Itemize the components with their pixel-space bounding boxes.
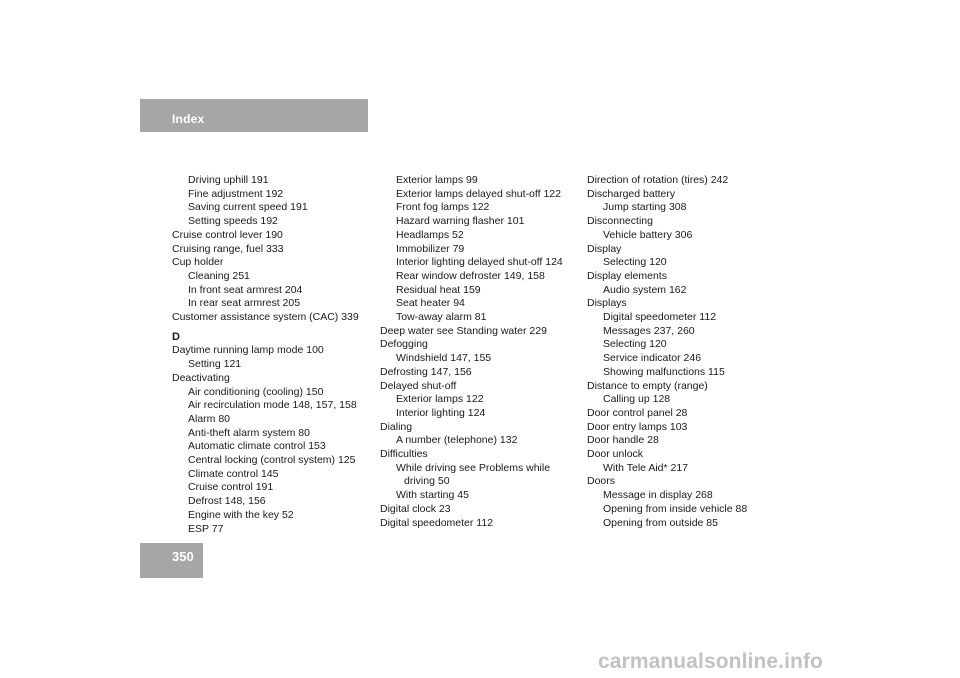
index-entry: Cruise control 191 (188, 481, 274, 494)
index-entry: Deactivating (172, 371, 230, 384)
index-entry: Cleaning 251 (188, 269, 250, 282)
index-entry: Door unlock (587, 448, 644, 461)
index-entry: Selecting 120 (603, 256, 667, 269)
index-entry: Windshield 147, 155 (396, 352, 492, 365)
index-entry: Driving uphill 191 (188, 174, 269, 186)
index-entry: Digital speedometer 112 (603, 311, 717, 324)
index-entry: Rear window defroster 149, 158 (396, 269, 545, 282)
index-entry: driving 50 (404, 475, 450, 488)
index-entry: Automatic climate control 153 (188, 440, 326, 453)
index-entry: Headlamps 52 (396, 228, 464, 241)
index-entry: Defrosting 147, 156 (380, 365, 472, 378)
index-entry: Setting speeds 192 (188, 215, 278, 228)
index-entry: Daytime running lamp mode 100 (172, 344, 324, 357)
index-entry: Tow-away alarm 81 (396, 311, 487, 324)
index-entry: Displays (587, 297, 627, 310)
index-entry: A number (telephone) 132 (396, 434, 518, 447)
index-entry: Dialing (380, 420, 413, 433)
page-number: 350 (172, 549, 194, 564)
index-entry: Opening from outside 85 (603, 516, 718, 529)
index-entry: Digital clock 23 (380, 502, 451, 515)
index-entry: Display elements (587, 269, 667, 282)
page-number-box (140, 543, 203, 578)
index-entry: Immobilizer 79 (396, 242, 465, 255)
index-entry: Service indicator 246 (603, 352, 702, 365)
index-entry: Climate control 145 (188, 467, 279, 480)
index-entry: Selecting 120 (603, 338, 667, 351)
index-entry: Interior lighting delayed shut-off 124 (396, 256, 563, 269)
index-entry: Cruise control lever 190 (172, 228, 283, 241)
index-entry: Setting 121 (188, 358, 242, 371)
index-entry: Residual heat 159 (396, 283, 481, 296)
index-entry: Alarm 80 (188, 412, 231, 425)
index-entry: Hazard warning flasher 101 (396, 215, 525, 228)
index-entry: Cup holder (172, 256, 224, 269)
index-entry: Exterior lamps 122 (396, 393, 484, 406)
index-entry: In rear seat armrest 205 (188, 297, 301, 310)
index-entry: Display (587, 242, 622, 255)
index-column-3 (587, 174, 747, 530)
index-entry: Delayed shut-off (380, 379, 457, 392)
index-entry: Door control panel 28 (587, 406, 688, 419)
index-entry: Anti-theft alarm system 80 (188, 426, 310, 439)
index-entry: Discharged battery (587, 187, 676, 200)
index-entry: Seat heater 94 (396, 297, 465, 310)
index-entry: Front fog lamps 122 (396, 201, 490, 214)
index-column-2 (380, 174, 563, 530)
index-entry: Direction of rotation (tires) 242 (587, 174, 729, 186)
index-entry: While driving see Problems while (396, 461, 551, 474)
index-entry: With Tele Aid* 217 (603, 461, 689, 474)
page-title: Index (172, 112, 205, 126)
index-entry: Defogging (380, 338, 428, 351)
index-entry: Customer assistance system (CAC) 339 (172, 311, 359, 324)
index-entry: Air recirculation mode 148, 157, 158 (188, 399, 357, 412)
index-entry: Fine adjustment 192 (188, 187, 284, 200)
index-column-1 (172, 174, 359, 536)
index-entry: Door handle 28 (587, 434, 659, 447)
index-section-letter: D (172, 330, 180, 343)
index-entry: In front seat armrest 204 (188, 283, 303, 296)
index-entry: With starting 45 (396, 489, 469, 502)
index-entry: Distance to empty (range) (587, 379, 708, 392)
index-entry: Calling up 128 (603, 393, 671, 406)
index-entry: Showing malfunctions 115 (603, 365, 725, 378)
index-entry: Digital speedometer 112 (380, 516, 494, 529)
index-entry: Cruising range, fuel 333 (172, 242, 284, 255)
index-entry: Exterior lamps 99 (396, 174, 478, 186)
index-entry: Audio system 162 (603, 283, 687, 296)
index-entry: Difficulties (380, 448, 428, 461)
index-entry: Defrost 148, 156 (188, 495, 266, 508)
index-entry: Messages 237, 260 (603, 324, 695, 337)
index-entry: Vehicle battery 306 (603, 228, 693, 241)
index-entry: Interior lighting 124 (396, 406, 486, 419)
index-entry: Message in display 268 (603, 489, 713, 502)
index-entry: Exterior lamps delayed shut-off 122 (396, 187, 561, 200)
index-entry: Central locking (control system) 125 (188, 454, 356, 467)
index-entry: Doors (587, 475, 616, 488)
index-entry: ESP 77 (188, 522, 224, 535)
index-entry: Door entry lamps 103 (587, 420, 688, 433)
header-bar (140, 99, 368, 132)
index-entry: Engine with the key 52 (188, 508, 294, 521)
index-entry: Saving current speed 191 (188, 201, 308, 214)
watermark: carmanualsonline.info (598, 650, 823, 673)
index-entry: Disconnecting (587, 215, 653, 228)
index-entry: Air conditioning (cooling) 150 (188, 385, 324, 398)
index-entry: Deep water see Standing water 229 (380, 324, 547, 337)
index-entry: Opening from inside vehicle 88 (603, 502, 748, 515)
index-entry: Jump starting 308 (603, 201, 687, 214)
